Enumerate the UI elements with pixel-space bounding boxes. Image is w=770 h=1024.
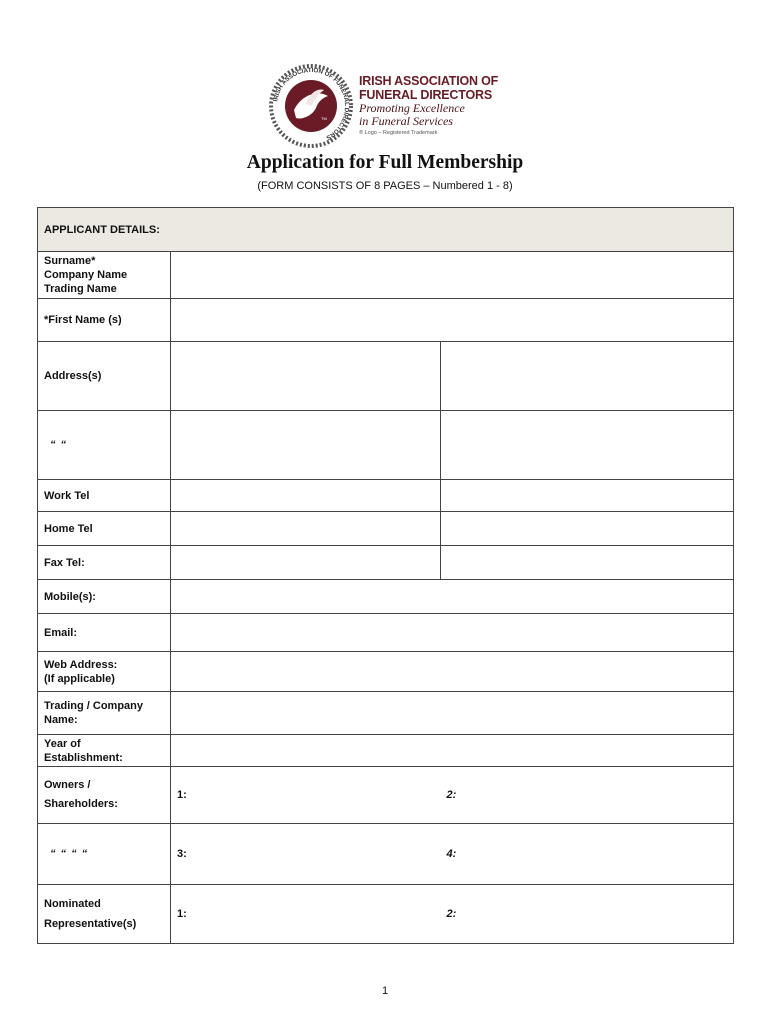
tm-mark: TM: [321, 116, 327, 121]
email-label: Email:: [38, 614, 171, 652]
tagline-1: Promoting Excellence: [359, 101, 465, 115]
applicant-details-form: [37, 207, 734, 944]
owners-continued-label: [38, 824, 171, 885]
owner-2-field[interactable]: [441, 767, 734, 824]
trading-company-line-1: Trading / Company: [44, 700, 144, 712]
address-field-3[interactable]: [171, 411, 441, 480]
trading-name-label-line: Trading Name: [44, 283, 117, 295]
owner-3-number: 3:: [177, 848, 187, 860]
page-title: Application for Full Membership: [246, 152, 524, 173]
web-address-label: [38, 652, 171, 692]
address-ditto-marks: “ “: [50, 439, 68, 451]
company-name-label-line: Company Name: [44, 269, 128, 281]
nominated-1-number: 1:: [177, 908, 187, 920]
home-tel-field-2[interactable]: [441, 512, 734, 546]
address-field-1[interactable]: [171, 342, 441, 411]
trading-company-label: [38, 692, 171, 735]
year-established-line-1: Year of: [44, 737, 81, 750]
page-subtitle: (FORM CONSISTS OF 8 PAGES – Numbered 1 - 8): [257, 180, 513, 192]
year-established-line-2: Establishment:: [44, 751, 123, 764]
address-field-2[interactable]: [441, 342, 734, 411]
nominated-line-1: Nominated: [44, 898, 101, 910]
owner-4-number: 4:: [446, 848, 457, 860]
brand-line-1: IRISH ASSOCIATION OF: [359, 74, 499, 88]
owners-label: [38, 767, 171, 824]
first-name-field[interactable]: [171, 299, 734, 342]
owner-3-field[interactable]: [171, 824, 441, 885]
year-established-label: [38, 735, 171, 767]
brand-text: [359, 74, 509, 137]
association-logo: [266, 64, 506, 148]
fax-tel-field-1[interactable]: [171, 546, 441, 580]
work-tel-label: Work Tel: [38, 480, 171, 512]
first-name-label: *First Name (s): [38, 299, 171, 342]
nominated-line-2: Representative(s): [44, 918, 137, 930]
nominated-1-field[interactable]: [171, 885, 441, 944]
page-number: 1: [381, 985, 389, 997]
fax-tel-label: Fax Tel:: [38, 546, 171, 580]
section-header: APPLICANT DETAILS:: [38, 208, 734, 252]
work-tel-field-2[interactable]: [441, 480, 734, 512]
trademark-note: ® Logo – Registered Trademark: [359, 130, 438, 136]
work-tel-field-1[interactable]: [171, 480, 441, 512]
owners-line-2: Shareholders:: [44, 798, 118, 810]
surname-label-line: Surname*: [44, 255, 96, 267]
home-tel-field-1[interactable]: [171, 512, 441, 546]
mobile-label: Mobile(s):: [38, 580, 171, 614]
brand-line-2: FUNERAL DIRECTORS: [359, 88, 492, 102]
year-established-field[interactable]: [171, 735, 734, 767]
owner-1-field[interactable]: [171, 767, 441, 824]
mobile-field[interactable]: [171, 580, 734, 614]
owners-ditto-marks: “ “ “ “: [50, 848, 89, 860]
surname-field[interactable]: [171, 252, 734, 299]
owner-2-number: 2:: [446, 789, 457, 801]
surname-label: [38, 252, 171, 299]
nominated-2-field[interactable]: [441, 885, 734, 944]
address-continued-label: [38, 411, 171, 480]
trading-company-line-2: Name:: [44, 714, 78, 726]
address-field-4[interactable]: [441, 411, 734, 480]
owners-line-1: Owners /: [44, 779, 91, 791]
nominated-label: [38, 885, 171, 944]
dove-seal-icon: [266, 64, 356, 148]
trading-company-field[interactable]: [171, 692, 734, 735]
home-tel-label: Home Tel: [38, 512, 171, 546]
nominated-2-number: 2:: [446, 908, 457, 920]
fax-tel-field-2[interactable]: [441, 546, 734, 580]
address-label: Address(s): [38, 342, 171, 411]
web-address-field[interactable]: [171, 652, 734, 692]
email-field[interactable]: [171, 614, 734, 652]
owner-4-field[interactable]: [441, 824, 734, 885]
seal-text: IRISH ASSOCIATION OF FUNERAL DIRECTORS: [272, 66, 351, 141]
owner-1-number: 1:: [177, 789, 187, 801]
web-address-line-1: Web Address:: [44, 658, 118, 671]
tagline-2: in Funeral Services: [359, 114, 453, 128]
web-address-line-2: (If applicable): [44, 672, 115, 685]
